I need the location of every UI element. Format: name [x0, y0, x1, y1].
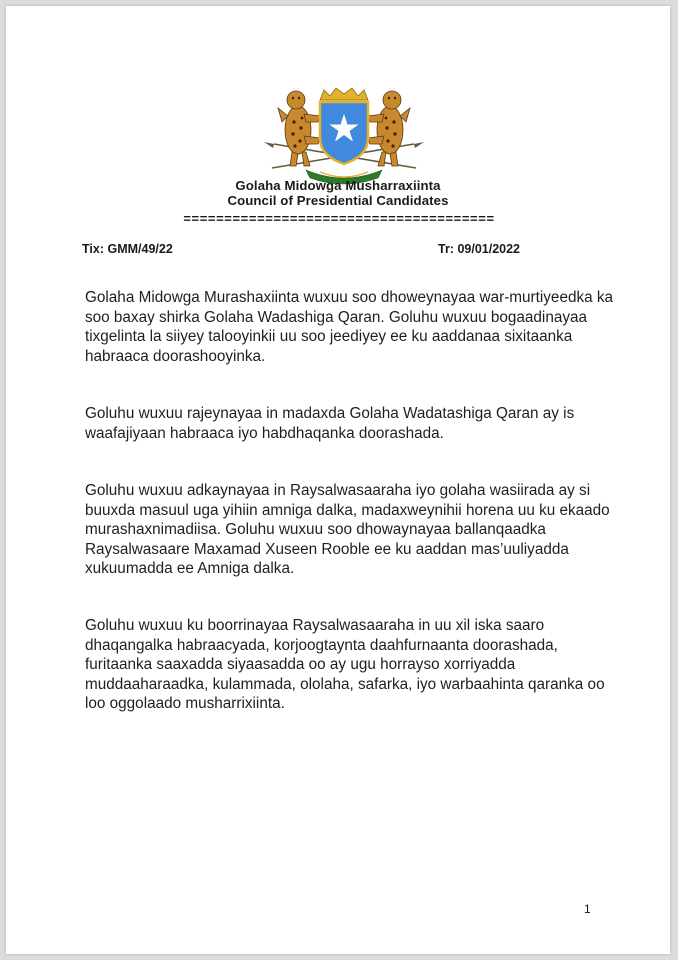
- paragraph: Goluhu wuxuu rajeynayaa in madaxda Golaha Wadatashiga Qaran ay is waafajiyaan habraaca iyo habdhaqanka doorashada.: [85, 405, 575, 442]
- org-name-somali: Golaha Midowga Musharraxiinta: [235, 178, 441, 193]
- paragraph: Goluhu wuxuu adkaynayaa in Raysalwasaaraha iyo golaha wasiirada ay si buuxda masuul uga yihiin amniga dalka, madaxweynihii horena uu ku ekaado murashaxnimadiisa. Goluhu wuxuu soo dhowaynayaa ballanqaadka Raysalwasaare Maxamad Xuseen Rooble ee ku aaddan mas’uuliyadda xukuumadda ee Amniga dalka.: [85, 482, 610, 578]
- org-name-english: Council of Presidential Candidates: [227, 193, 449, 208]
- somalia-coat-of-arms-icon: [264, 86, 424, 188]
- page-number: 1: [584, 902, 591, 916]
- header-separator: ======================================: [183, 211, 495, 226]
- reference-number: Tix: GMM/49/22: [82, 242, 173, 256]
- paragraph: Golaha Midowga Murashaxiinta wuxuu soo dhoweynayaa war-murtiyeedka ka soo baxay shirka Golaha Wadashiga Qaran. Goluhu wuxuu bogaadinayaa tixgelinta la siiyey talooyinkii uu soo jeediyey ee ku aaddanaa sixitaanka habraaca doorashooyinka.: [85, 289, 614, 365]
- document-page: [6, 6, 670, 954]
- document-date: Tr: 09/01/2022: [438, 242, 521, 256]
- paragraph: Goluhu wuxuu ku boorrinayaa Raysalwasaaraha in uu xil iska saaro dhaqangalka habraacyada, korjoogtaynta daahfurnaanta doorashada, furitaanka saaxadda siyaasadda oo ay ugu horrayso xorriyadda muddaaharaadka, kulammada, ololaha, safarka, iyo warbaahinta qaranka oo loo oggolaado musharrixiinta.: [85, 617, 605, 713]
